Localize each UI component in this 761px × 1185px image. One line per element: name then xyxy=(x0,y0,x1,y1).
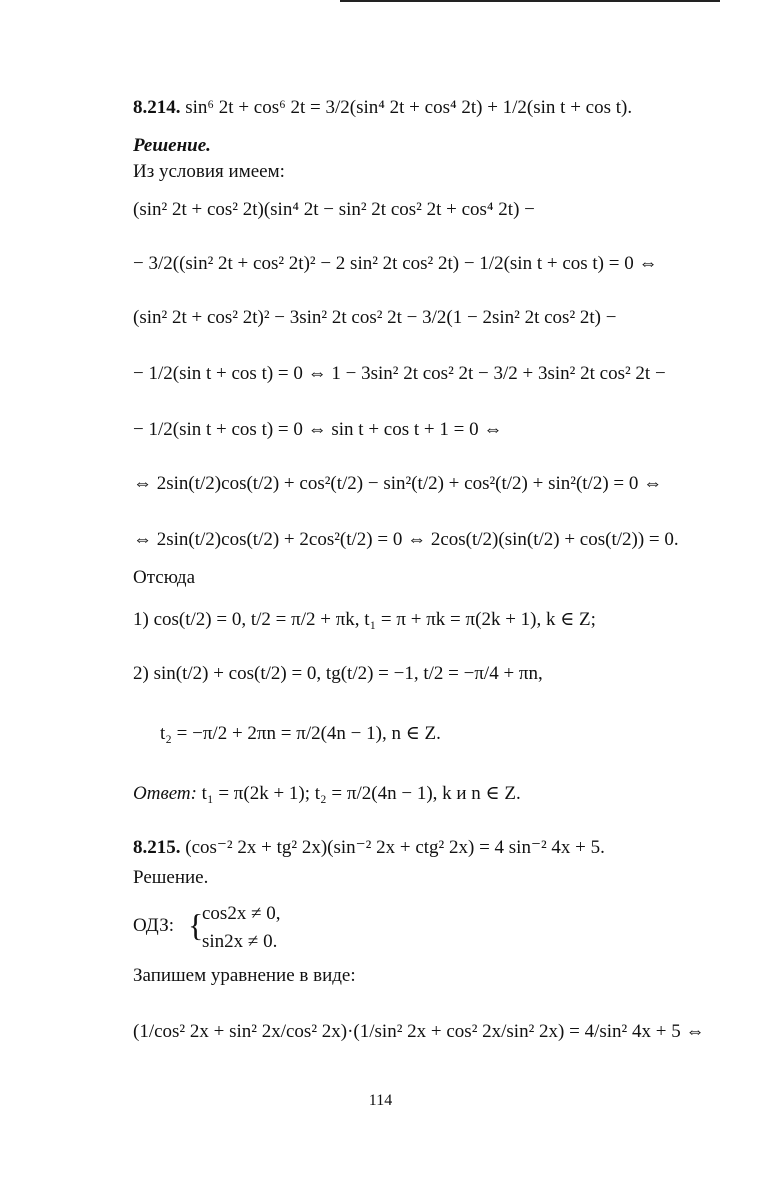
problem-number: 8.215. xyxy=(133,837,181,858)
solution-label: Решение. xyxy=(133,867,209,888)
odz-label: ОДЗ: xyxy=(133,915,175,936)
answer-line xyxy=(133,782,521,806)
top-rule xyxy=(340,0,720,2)
derivation-step-7: ⇔ 2sin(t/2)cos(t/2) + 2cos²(t/2) = 0 ⇔ 2cos(t/2)(sin(t/2) + cos(t/2)) = 0. xyxy=(133,529,679,550)
derivation-step-6: ⇔ 2sin(t/2)cos(t/2) + cos²(t/2) − sin²(t/2) + cos²(t/2) + sin²(t/2) = 0 ⇔ xyxy=(133,473,663,494)
odz-brace: { xyxy=(188,907,204,943)
solution-label: Решение. xyxy=(133,135,211,156)
odz-condition-1: cos2x ≠ 0, xyxy=(202,903,281,924)
derivation-step-2: − 3/2((sin² 2t + cos² 2t)² − 2 sin² 2t cos² 2t) − 1/2(sin t + cos t) = 0 ⇔ xyxy=(133,253,658,274)
derivation-step-5: − 1/2(sin t + cos t) = 0 ⇔ sin t + cos t + 1 = 0 ⇔ xyxy=(133,419,503,440)
derivation-step-1: (sin² 2t + cos² 2t)(sin⁴ 2t − sin² 2t cos² 2t + cos⁴ 2t) − xyxy=(133,199,535,220)
rewritten-equation: (1/cos² 2x + sin² 2x/cos² 2x)·(1/sin² 2x + cos² 2x/sin² 2x) = 4/sin² 4x + 5 ⇔ xyxy=(133,1021,705,1042)
problem-equation: sin⁶ 2t + cos⁶ 2t = 3/2(sin⁴ 2t + cos⁴ 2t) + 1/2(sin t + cos t). xyxy=(185,97,633,118)
page-number: 114 xyxy=(368,1092,393,1109)
condition-intro: Из условия имеем: xyxy=(133,161,285,182)
problem-equation: (cos⁻² 2x + tg² 2x)(sin⁻² 2x + ctg² 2x) = 4 sin⁻² 4x + 5. xyxy=(185,837,605,858)
case-2: 2) sin(t/2) + cos(t/2) = 0, tg(t/2) = −1, t/2 = −π/4 + πn, xyxy=(133,663,543,684)
derivation-step-4: − 1/2(sin t + cos t) = 0 ⇔ 1 − 3sin² 2t cos² 2t − 3/2 + 3sin² 2t cos² 2t − xyxy=(133,363,666,384)
problem-number: 8.214. xyxy=(133,97,181,118)
hence-label: Отсюда xyxy=(133,567,196,588)
answer-text: t₁ = π(2k + 1); t₂ = π/2(4n − 1), k и n ∈ Z. xyxy=(201,783,521,804)
derivation-step-3: (sin² 2t + cos² 2t)² − 3sin² 2t cos² 2t − 3/2(1 − 2sin² 2t cos² 2t) − xyxy=(133,307,617,328)
rewrite-intro: Запишем уравнение в виде: xyxy=(133,965,356,986)
problem-8-214-header xyxy=(133,96,632,120)
case-1: 1) cos(t/2) = 0, t/2 = π/2 + πk, t₁ = π + πk = π(2k + 1), k ∈ Z; xyxy=(133,609,596,630)
case-2-result: t₂ = −π/2 + 2πn = π/2(4n − 1), n ∈ Z. xyxy=(160,723,441,744)
problem-8-215-header xyxy=(133,836,605,860)
odz-condition-2: sin2x ≠ 0. xyxy=(202,931,278,952)
answer-label: Ответ: xyxy=(133,783,197,804)
